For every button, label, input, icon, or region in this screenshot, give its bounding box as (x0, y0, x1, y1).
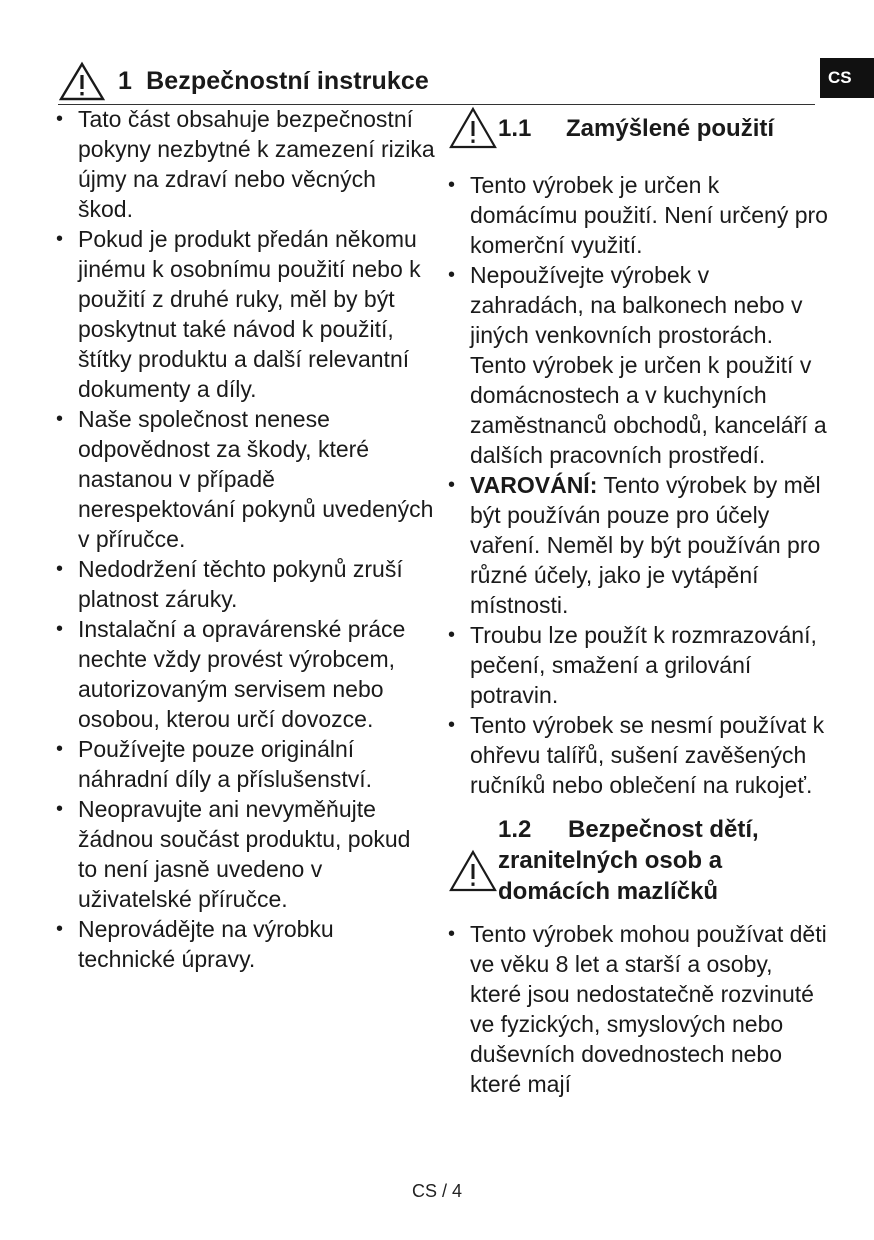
list-item: • Pokud je produkt předán někomu jinému k osobnímu použití nebo k použití z druhé ruky, měl by být poskytnut také návod k použití, štítky produktu a další relevantní dokumenty a díly. (56, 224, 436, 404)
warning-triangle-icon (448, 849, 498, 893)
warning-triangle-icon (58, 61, 106, 101)
subsection-number: 1.2 (498, 816, 532, 843)
list-item: • Neprovádějte na výrobku technické úpravy. (56, 914, 436, 974)
section-heading (58, 58, 815, 105)
list-item: • Používejte pouze originální náhradní díly a příslušenství. (56, 734, 436, 794)
list-item: • Tento výrobek mohou používat děti ve věku 8 let a starší a osoby, které jsou nedostatečně rozvinuté ve fyzických, smyslových nebo duševních dovednostech nebo které mají (448, 919, 828, 1099)
subsection-title: Zamýšlené použití (566, 114, 775, 142)
list-item: • Troubu lze použít k rozmrazování, pečení, smažení a grilování potravin. (448, 620, 828, 710)
warning-label: VAROVÁNÍ: (470, 472, 598, 498)
subsection-title-line: zranitelných osob a (498, 847, 723, 874)
list-item: • Tento výrobek se nesmí používat k ohřevu talířů, sušení zavěšených ručníků nebo oblečení na rukojeť. (448, 710, 828, 800)
list-item: • Nepoužívejte výrobek v zahradách, na balkonech nebo v jiných venkovních prostorách. Tento výrobek je určen k použití v domácnostech a v kuchyních zaměstnanců obchodů, kanceláří a dalších pracovních prostředí. (448, 260, 828, 470)
page-number: CS / 4 (411, 1181, 463, 1201)
child-safety-list (448, 919, 828, 1099)
list-item (448, 470, 828, 620)
intended-use-list (448, 170, 828, 800)
language-tab (820, 58, 874, 98)
safety-instructions-list (56, 104, 436, 974)
subsection-number: 1.1 (498, 114, 532, 142)
subsection-heading-child-safety (448, 814, 828, 907)
warning-text: Tento výrobek by měl být používán pouze pro účely vaření. Neměl by být používán pro různé účely, jako je vytápění místnosti. (470, 472, 821, 618)
right-column (448, 104, 828, 1099)
subsection-title-line: Bezpečnost dětí, (568, 816, 759, 843)
section-number: 1 (118, 66, 133, 95)
warning-triangle-icon (448, 106, 498, 150)
list-item: • Naše společnost nenese odpovědnost za škody, které nastanou v případě nerespektování pokynů uvedených v příručce. (56, 404, 436, 554)
list-item: • Tento výrobek je určen k domácímu použití. Není určený pro komerční využití. (448, 170, 828, 260)
list-item: • Instalační a opravárenské práce nechte vždy provést výrobcem, autorizovaným servisem nebo osobou, kterou určí dovozce. (56, 614, 436, 734)
list-item: • Neopravujte ani nevyměňujte žádnou součást produktu, pokud to není jasně uvedeno v uživatelské příručce. (56, 794, 436, 914)
subsection-title-line: domácích mazlíčků (498, 878, 719, 905)
list-item: • Nedodržení těchto pokynů zruší platnost záruky. (56, 554, 436, 614)
left-column (56, 104, 436, 974)
section-title: Bezpečnostní instrukce (146, 66, 429, 95)
list-item: • Tato část obsahuje bezpečnostní pokyny nezbytné k zamezení rizika újmy na zdraví nebo věcných škod. (56, 104, 436, 224)
subsection-heading-intended-use (448, 106, 828, 150)
language-code: CS (828, 68, 852, 87)
